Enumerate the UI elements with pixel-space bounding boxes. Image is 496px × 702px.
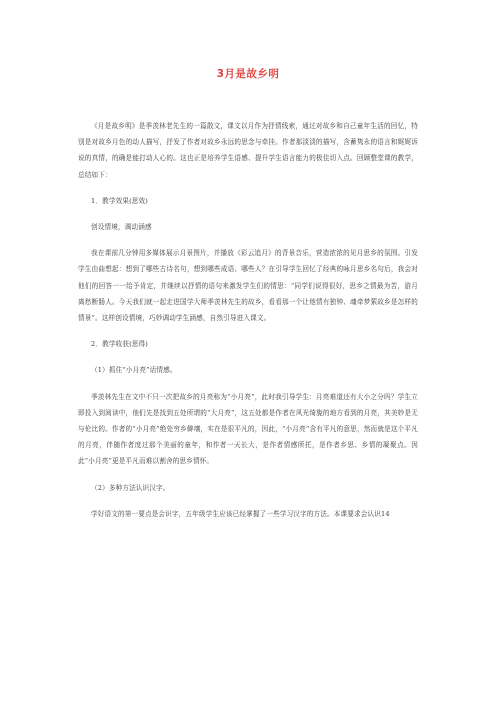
subheading-create-scene: 创设情境，调动涵感 [91,223,152,232]
intro-paragraph: 《月是故乡明》是季羡林老先生的一篇散文，课文以月作为抒情线索，通过对故乡和自己童年生活的回忆，特别是对故乡月色的动人描写，抒发了作者对故乡永远的思念与牵挂。作者那淡淡的描写，含蓄隽永的语言和娓娓诉说的真情，的确是能打动人心的。这也正是培养学生语感、提升学生语言能力的极佳切入点。回顾整堂课的教学，总结如下： [78,122,418,179]
section-heading-effect: 1．教学效果(思效) [91,196,148,205]
character-paragraph: 学好语文的第一要点是会识字，五年级学生应该已经掌握了一些学习汉字的方法。本课要求会认识14 [91,509,390,518]
subheading-character-methods: （2）多种方法认识汉字。 [91,483,170,492]
small-moon-paragraph: 季羡林先生在文中不只一次把故乡的月亮称为“小月亮”，此时我引导学生：月亮难道还有大小之分吗？学生立即投入到阅读中，他们先是找到五处所谓的“大月亮”，这五处都是作者在风光绮旎的地方看到的月亮，其美妙是无与伦比的。作者的“小月亮”绝处穷乡僻壤，实在是很平凡的，因此，“小月亮”含有平凡的意思，然而就是这个平凡的月亮，伴随作者度过那个美丽的童年，和作者一天长大，是作者情感所托，是作者乡思、乡情的凝聚点。因此“小月亮”更是平凡而难以割舍的思乡情怀。 [78,392,418,466]
section-heading-gain: 2．教学收获(思得) [91,340,148,349]
document-title: 3月是故乡明 [216,68,280,80]
document-body [78,118,418,522]
scene-paragraph: 我在课前几分钟用多媒体展示月景图片，并播放《彩云追月》的背景音乐，营造浓浓的见月思乡的氛围。引发学生由曲想起：想到了哪些古诗名句，想到哪些成语、哪些人？在引导学生回忆了经典的咏月思乡名句后，我会对他们的回答一一给予肯定，并继续以抒情的语句来激发学生们的情思：“同学们说得很好，思乡之情最为苦，游月离愁断肠人。今天我们就一起走进国学大师季羡林先生的故乡，看看那一个让他情有独钟、魂牵梦萦故乡是怎样的情景”。这样创设情境，巧妙调动学生涵感，自然引导进入课文。 [78,249,418,323]
subheading-small-moon: （1）抓住“小月亮”话情感。 [91,366,177,375]
